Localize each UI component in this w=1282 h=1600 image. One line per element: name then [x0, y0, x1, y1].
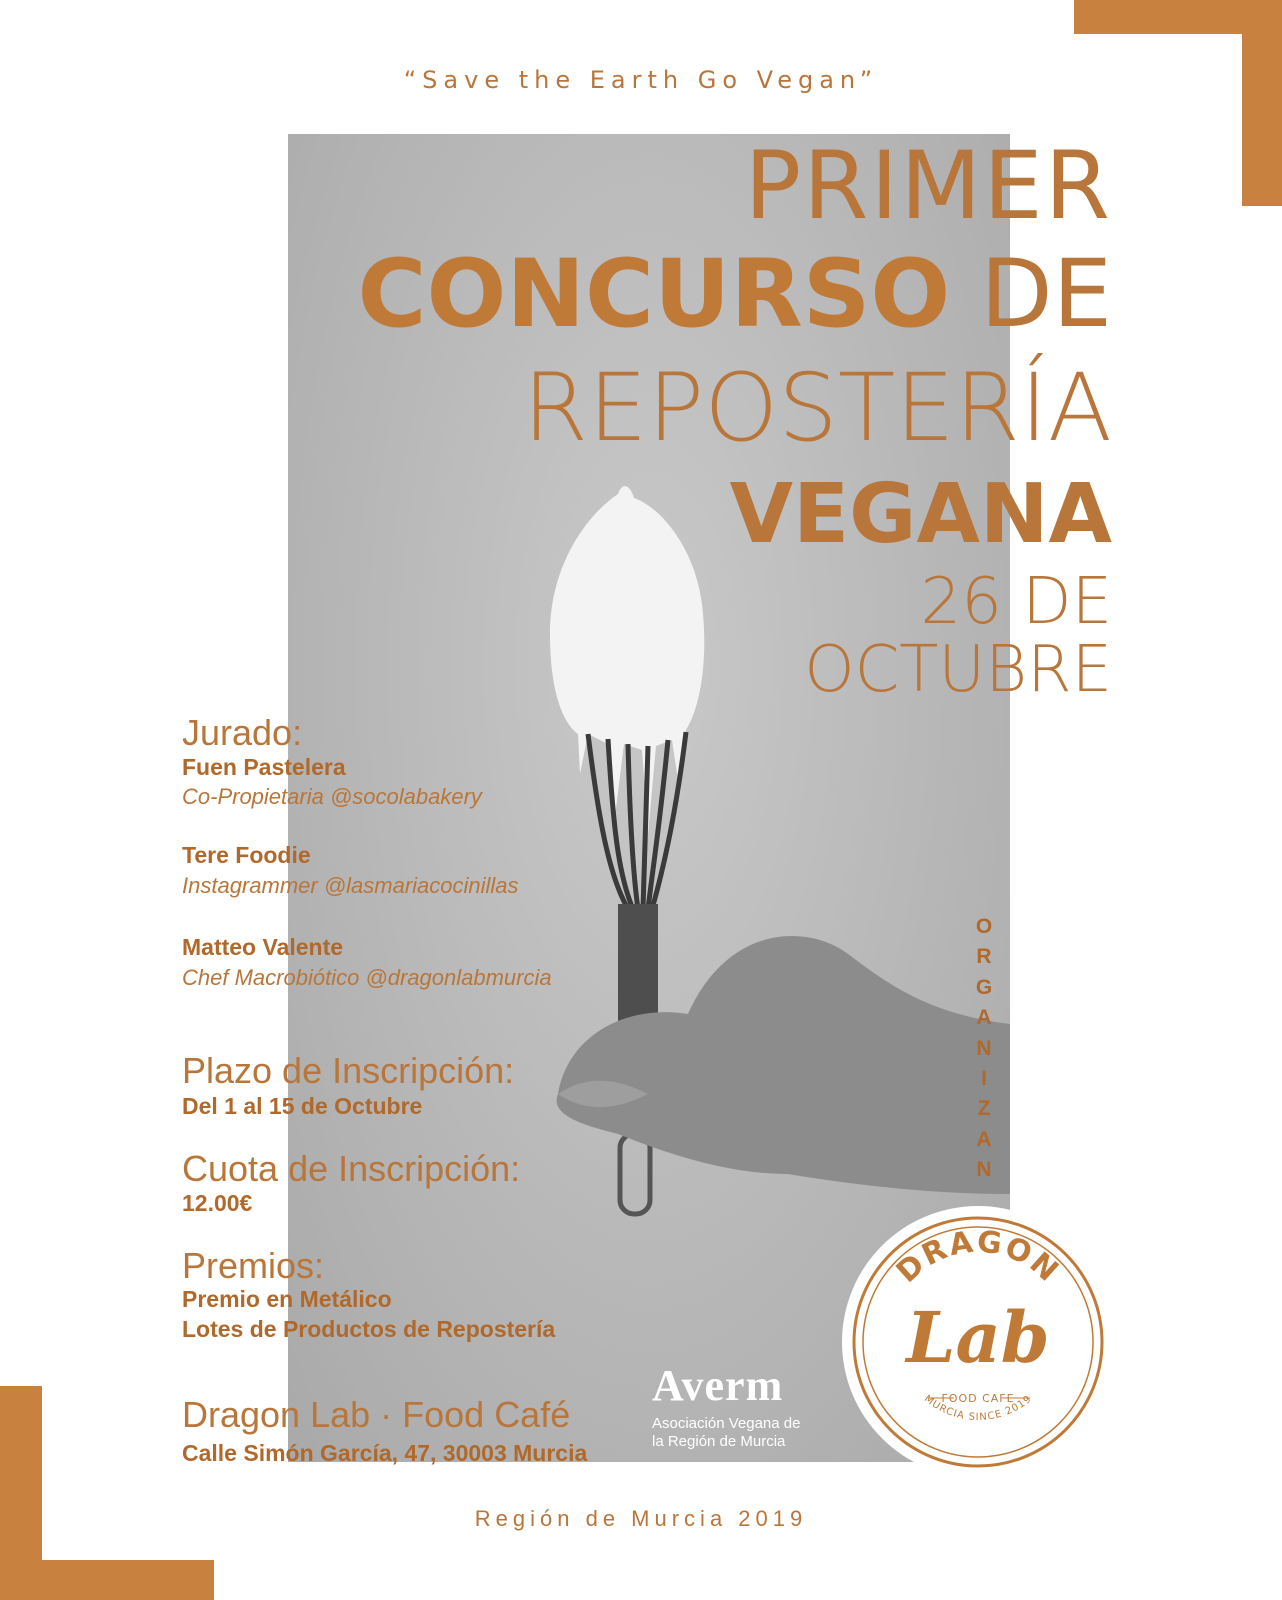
title-concurso-bold: CONCURSO: [357, 240, 951, 349]
organizan-letter: A: [976, 1127, 992, 1151]
organizan-vertical-label: [972, 912, 996, 1186]
jury-member-role: Co-Propietaria @socolabakery: [182, 784, 482, 809]
logo-top-text: DRAGON: [889, 1224, 1067, 1290]
averm-name: Averm: [652, 1361, 784, 1410]
averm-subtitle-line1: Asociación Vegana de: [652, 1415, 801, 1432]
premios-heading: Premios:: [182, 1245, 325, 1286]
title-line-primer: PRIMER: [744, 132, 1112, 241]
event-date-day: 26 DE: [920, 565, 1112, 639]
title-line-concurso: [357, 240, 1112, 349]
jury-member-name: Fuen Pastelera: [182, 754, 346, 780]
event-date-month: OCTUBRE: [804, 633, 1112, 707]
jury-member-name: Tere Foodie: [182, 842, 311, 868]
organizan-letter: N: [976, 1036, 992, 1060]
venue-name: Dragon Lab · Food Café: [182, 1394, 571, 1435]
cuota-value: 12.00€: [182, 1190, 253, 1216]
logo-center-text: Lab: [906, 1296, 1050, 1379]
venue-address: Calle Simón García, 47, 30003 Murcia: [182, 1440, 588, 1466]
jury-member-role: Instagrammer @lasmariacocinillas: [182, 873, 519, 898]
corner-decoration-top-right-vertical: [1242, 0, 1282, 206]
premio-item: Premio en Metálico: [182, 1286, 392, 1312]
footer-region-year: Región de Murcia 2019: [474, 1506, 808, 1531]
tagline: “Save the Earth Go Vegan”: [403, 66, 879, 94]
organizan-letter: I: [981, 1067, 987, 1091]
logo-sub-text: FOOD CAFE: [941, 1392, 1015, 1405]
jury-member-name: Matteo Valente: [182, 934, 344, 960]
title-line-vegana: VEGANA: [729, 467, 1112, 562]
organizan-letter: O: [975, 915, 993, 938]
organizan-letter: A: [976, 1006, 992, 1030]
jurado-heading: Jurado:: [182, 712, 303, 753]
dragon-lab-logo: [842, 1206, 1114, 1478]
title-de: DE: [950, 240, 1112, 349]
title-line-reposteria: REPOSTERÍA: [522, 354, 1112, 463]
plazo-value: Del 1 al 15 de Octubre: [182, 1093, 423, 1119]
organizan-letter: N: [976, 1158, 992, 1182]
corner-decoration-bottom-left: [0, 1560, 214, 1600]
jury-member-role: Chef Macrobiótico @dragonlabmurcia: [182, 965, 552, 990]
organizan-letter: R: [976, 945, 992, 969]
plazo-heading: Plazo de Inscripción:: [182, 1050, 515, 1091]
averm-logo: [652, 1360, 800, 1451]
premio-item: Lotes de Productos de Repostería: [182, 1316, 556, 1342]
logo-bottom-text: MURCIA SINCE 2019: [921, 1393, 1035, 1424]
cuota-heading: Cuota de Inscripción:: [182, 1148, 521, 1189]
organizan-letter: Z: [977, 1097, 991, 1121]
averm-subtitle-line2: la Región de Murcia: [652, 1433, 786, 1450]
organizan-letter: G: [975, 975, 993, 999]
